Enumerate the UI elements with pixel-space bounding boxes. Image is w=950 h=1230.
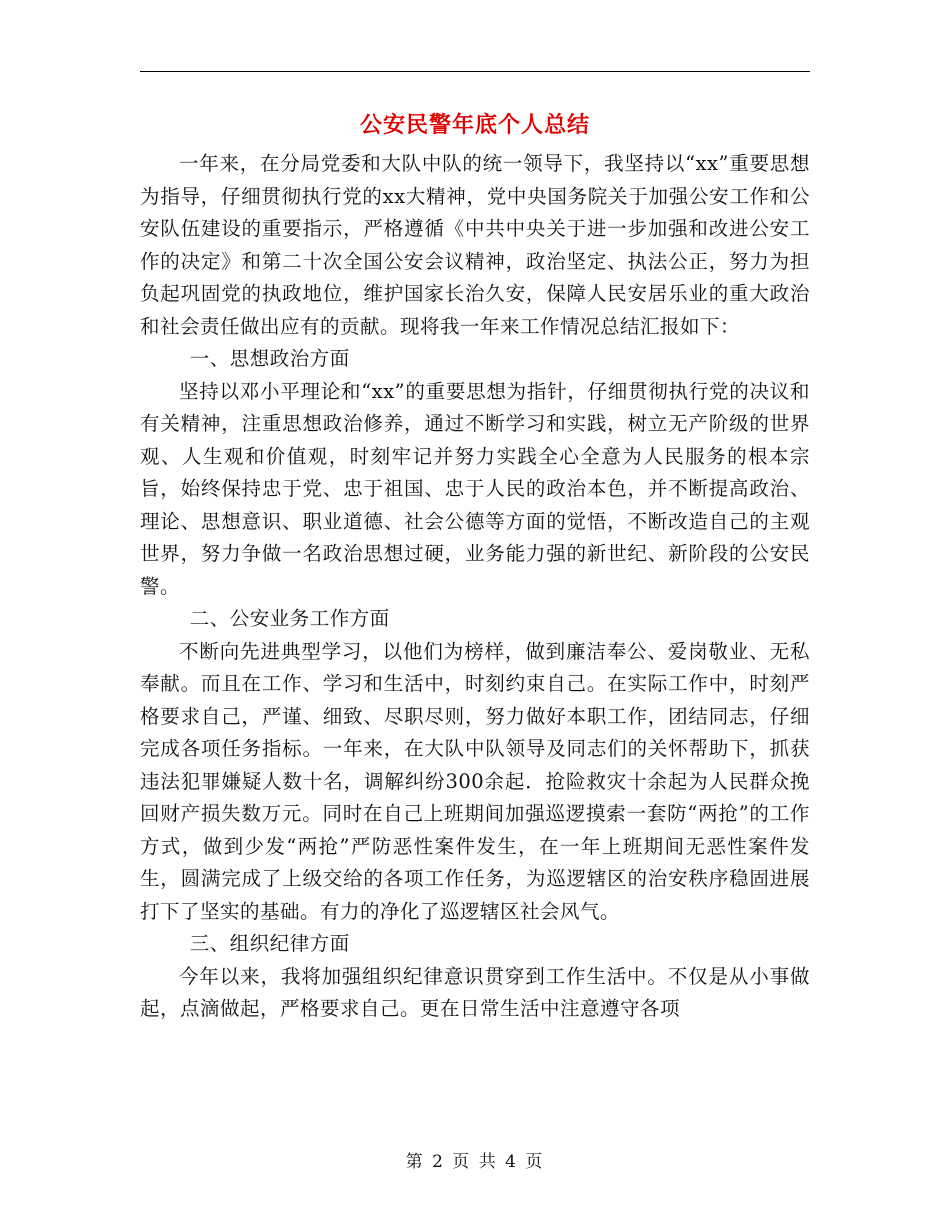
section-heading-ideology: 一、思想政治方面 [189,347,350,370]
document-body [140,148,810,1026]
document-title: 公安民警年底个人总结 [359,112,590,138]
section-heading-police-work: 二、公安业务工作方面 [189,607,390,630]
intro-paragraph: 一年来，在分局党委和大队中队的统一领导下，我坚持以“xx”重要思想为指导，仔细贯彻执行党的xx大精神，党中央国务院关于加强公安工作和公安队伍建设的重要指示，严格遵循《中共中央关于进一步加强和改进公安工作的决定》和第二十次全国公安会议精神，政治坚定、执法公正，努力为担负起巩固党的执政地位，维护国家长治久安，保障人民安居乐业的重大政治和社会责任做出应有的贡献。现将我一年来工作情况总结汇报如下： [140,152,810,338]
discipline-paragraph: 今年以来，我将加强组织纪律意识贯穿到工作生活中。不仅是从小事做起，点滴做起，严格要求自己。更在日常生活中注意遵守各项 [140,964,810,1020]
page-number-footer: 第 2 页 共 4 页 [405,1152,545,1172]
ideology-paragraph: 坚持以邓小平理论和“xx”的重要思想为指针，仔细贯彻执行党的决议和有关精神，注重思想政治修养，通过不断学习和实践，树立无产阶级的世界观、人生观和价值观，时刻牢记并努力实践全心全意为人民服务的根本宗旨，始终保持忠于党、忠于祖国、忠于人民的政治本色，并不断提高政治、理论、思想意识、职业道德、社会公德等方面的觉悟，不断改造自己的主观世界，努力争做一名政治思想过硬，业务能力强的新世纪、新阶段的公安民警。 [140,379,810,598]
header-rule [140,71,810,72]
section-heading-discipline: 三、组织纪律方面 [189,932,350,955]
police-work-paragraph: 不断向先进典型学习，以他们为榜样，做到廉洁奉公、爱岗敬业、无私奉献。而且在工作、学习和生活中，时刻约束自己。在实际工作中，时刻严格要求自己，严谨、细致、尽职尽则，努力做好本职工作，团结同志，仔细完成各项任务指标。一年来，在大队中队领导及同志们的关怀帮助下，抓获违法犯罪嫌疑人数十名，调解纠纷300余起．抢险救灾十余起为人民群众挽回财产损失数万元。同时在自己上班期间加强巡逻摸索一套防“两抢”的工作方式，做到少发“两抢”严防恶性案件发生，在一年上班期间无恶性案件发生，圆满完成了上级交给的各项工作任务，为巡逻辖区的治安秩序稳固进展打下了坚实的基础。有力的净化了巡逻辖区社会风气。 [140,639,810,923]
